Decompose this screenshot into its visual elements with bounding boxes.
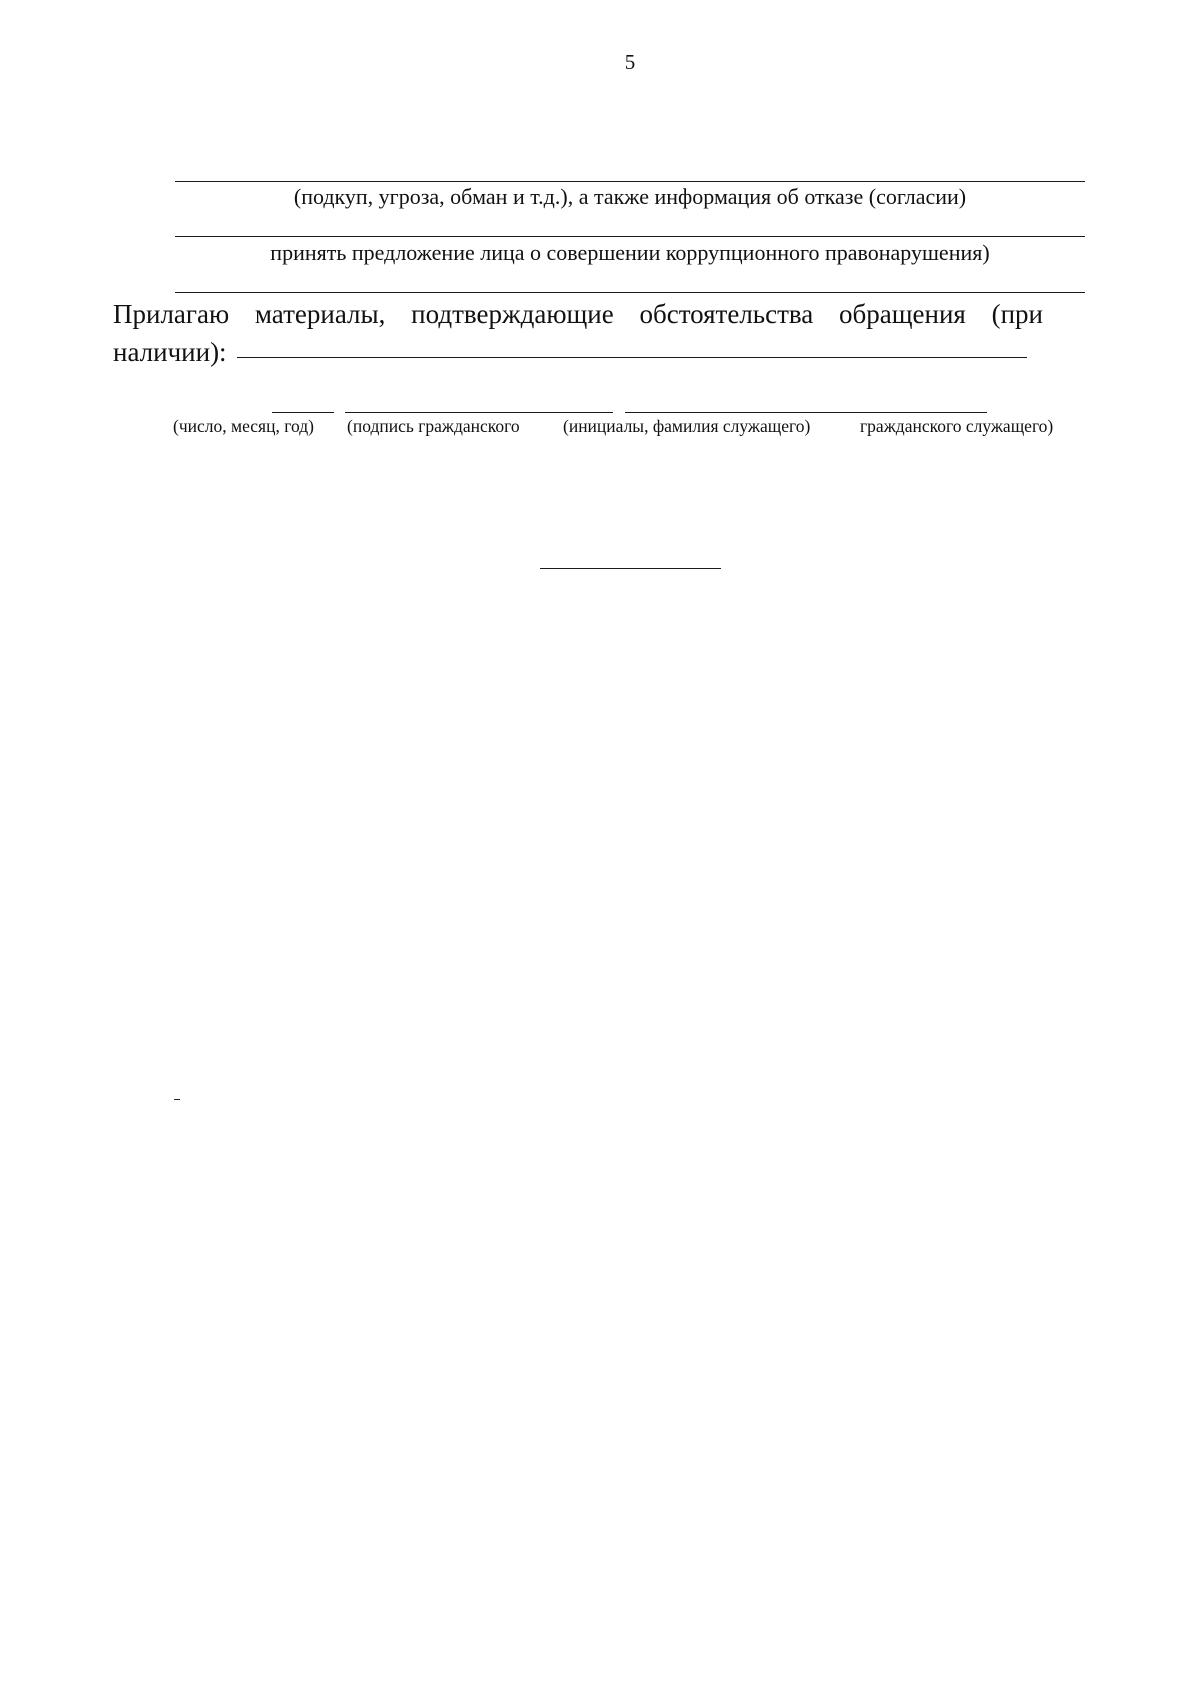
attachments-blank-line: [237, 357, 1027, 358]
attachments-paragraph-line1: Прилагаю материалы, подтверждающие обстоятельства обращения (при: [113, 299, 1043, 329]
caption-accept: принять предложение лица о совершении коррупционного правонарушения): [270, 240, 990, 265]
date-blank-line: [272, 412, 334, 413]
blank-line-means: [175, 181, 1085, 182]
blank-line-accept: [175, 236, 1085, 237]
continuation-caption: гражданского служащего): [860, 416, 1054, 436]
signature-caption: (подпись гражданского: [347, 416, 520, 436]
name-caption: (инициалы, фамилия служащего): [563, 416, 811, 436]
page-number: 5: [624, 50, 636, 74]
signature-blank-line: [345, 412, 613, 413]
attachments-paragraph-line2: наличии):: [113, 337, 227, 367]
end-separator: [540, 568, 721, 569]
name-blank-line: [625, 412, 987, 413]
blank-line-extra: [175, 292, 1085, 293]
date-caption: (число, месяц, год): [173, 416, 314, 436]
caption-means: (подкуп, угроза, обман и т.д.), а также информация об отказе (согласии): [293, 184, 967, 209]
stray-mark: [174, 1099, 180, 1100]
